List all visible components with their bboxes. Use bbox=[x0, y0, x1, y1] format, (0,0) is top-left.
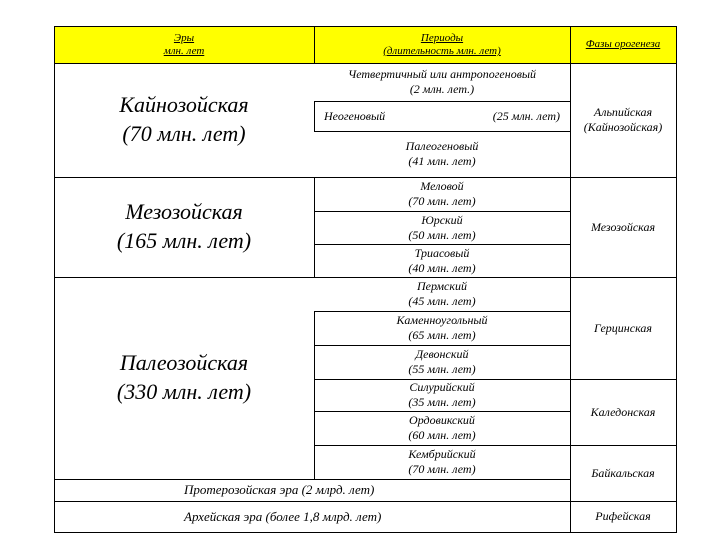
period-permian bbox=[314, 277, 570, 311]
period-jurassic-duration: (50 млн. лет) bbox=[408, 227, 476, 242]
period-jurassic bbox=[314, 211, 570, 244]
phase-caledonian-name: Каледонская bbox=[590, 404, 656, 419]
row-divider-silurian bbox=[314, 411, 570, 412]
period-devonian-name: Девонский bbox=[415, 347, 469, 362]
row-divider-header bbox=[54, 63, 677, 64]
period-paleogene-name: Палеогеновый bbox=[405, 139, 479, 154]
header-era-unit: млн. лет bbox=[163, 45, 205, 57]
period-cretaceous bbox=[314, 177, 570, 211]
era-paleozoic-name: Палеозойская bbox=[119, 350, 249, 376]
period-ordovician-duration: (60 млн. лет) bbox=[408, 428, 476, 442]
period-silurian-duration: (35 млн. лет) bbox=[408, 395, 476, 409]
era-cenozoic-duration: (70 млн. лет) bbox=[122, 121, 246, 146]
period-carboniferous bbox=[314, 311, 570, 345]
row-divider-carboniferous bbox=[314, 345, 570, 346]
col-divider-phase bbox=[570, 26, 571, 533]
period-cretaceous-name: Меловой bbox=[420, 179, 464, 194]
table-border-top bbox=[54, 26, 677, 27]
period-cretaceous-duration: (70 млн. лет) bbox=[408, 194, 476, 208]
header-period-unit: (длительность млн. лет) bbox=[383, 45, 501, 57]
period-ordovician-name: Ордовикский bbox=[409, 413, 475, 428]
col-divider-neogene bbox=[314, 101, 315, 131]
period-devonian-duration: (55 млн. лет) bbox=[408, 362, 476, 376]
era-archean-label: Архейская эра (более 1,8 млрд. лет) bbox=[184, 508, 382, 524]
row-divider-cenozoic bbox=[54, 177, 677, 178]
row-divider-jurassic bbox=[314, 244, 570, 245]
period-quaternary-duration: (2 млн. лет.) bbox=[409, 82, 475, 96]
table-border-bottom bbox=[54, 532, 677, 533]
phase-baikal-name: Байкальская bbox=[591, 465, 655, 480]
period-permian-duration: (45 млн. лет) bbox=[408, 294, 476, 308]
phase-baikal bbox=[570, 445, 676, 501]
period-silurian-name: Силурийский bbox=[409, 380, 475, 395]
table-border-right bbox=[676, 26, 677, 533]
table-border-left bbox=[54, 26, 55, 533]
phase-mesozoic-name: Мезозойская bbox=[590, 219, 656, 234]
era-proterozoic bbox=[54, 479, 570, 501]
phase-alpine-name: Альпийская bbox=[593, 105, 653, 120]
period-cambrian-duration: (70 млн. лет) bbox=[408, 462, 476, 476]
period-carboniferous-duration: (65 млн. лет) bbox=[408, 328, 476, 342]
row-divider-permian bbox=[314, 311, 570, 312]
period-neogene-name: Неогеновый bbox=[324, 108, 386, 123]
period-neogene-duration: (25 млн. лет) bbox=[492, 108, 560, 123]
phase-hercynian-name: Герцинская bbox=[594, 320, 652, 335]
phase-alpine bbox=[570, 63, 676, 177]
era-paleozoic bbox=[54, 277, 314, 479]
col-divider-era-header bbox=[314, 26, 315, 63]
era-mesozoic-duration: (165 млн. лет) bbox=[116, 228, 252, 253]
col-divider-paleozoic bbox=[314, 311, 315, 479]
row-divider-ordovician bbox=[314, 445, 677, 446]
period-paleogene-duration: (41 млн. лет) bbox=[408, 154, 476, 168]
header-period-title: Периоды bbox=[420, 31, 464, 44]
period-devonian bbox=[314, 345, 570, 379]
phase-alpine-sub: (Кайнозойская) bbox=[583, 120, 663, 134]
row-divider-quaternary bbox=[314, 101, 570, 102]
period-ordovician bbox=[314, 411, 570, 445]
row-divider-devonian bbox=[314, 379, 677, 380]
row-divider-neogene bbox=[314, 131, 570, 132]
row-divider-paleozoic bbox=[54, 479, 570, 480]
era-paleozoic-duration: (330 млн. лет) bbox=[116, 379, 252, 404]
period-quaternary-name: Четвертичный или антропогеновый bbox=[347, 67, 537, 82]
era-cenozoic-name: Кайнозойская bbox=[119, 92, 249, 118]
col-divider-mesozoic bbox=[314, 177, 315, 278]
era-mesozoic bbox=[54, 177, 314, 277]
period-triassic-duration: (40 млн. лет) bbox=[408, 260, 476, 275]
header-era-cell bbox=[54, 27, 314, 63]
era-cenozoic bbox=[54, 63, 314, 177]
period-permian-name: Пермский bbox=[417, 279, 467, 294]
row-divider-proterozoic bbox=[54, 501, 677, 502]
era-proterozoic-label: Протерозойская эра (2 млрд. лет) bbox=[184, 482, 375, 498]
phase-riphean-name: Рифейская bbox=[595, 509, 651, 524]
period-triassic-name: Триасовый bbox=[414, 245, 470, 260]
header-era-title: Эры bbox=[173, 31, 195, 44]
era-archean bbox=[54, 501, 570, 532]
period-carboniferous-name: Каменноугольный bbox=[396, 313, 488, 328]
period-cambrian-name: Кембрийский bbox=[408, 447, 476, 462]
period-cambrian bbox=[314, 445, 570, 479]
header-period-cell bbox=[314, 27, 570, 63]
period-paleogene bbox=[314, 131, 570, 177]
period-jurassic-name: Юрский bbox=[421, 212, 463, 227]
period-silurian bbox=[314, 379, 570, 411]
row-divider-cretaceous bbox=[314, 211, 570, 212]
phase-hercynian bbox=[570, 277, 676, 379]
header-phase-cell bbox=[570, 27, 676, 63]
phase-riphean bbox=[570, 501, 676, 532]
period-triassic bbox=[314, 244, 570, 277]
era-mesozoic-name: Мезозойская bbox=[125, 199, 243, 225]
phase-caledonian bbox=[570, 379, 676, 445]
period-quaternary bbox=[314, 63, 570, 101]
phase-mesozoic bbox=[570, 177, 676, 277]
row-divider-mesozoic bbox=[54, 277, 677, 278]
header-phase-title: Фазы орогенеза bbox=[585, 38, 661, 51]
period-neogene bbox=[314, 101, 570, 131]
